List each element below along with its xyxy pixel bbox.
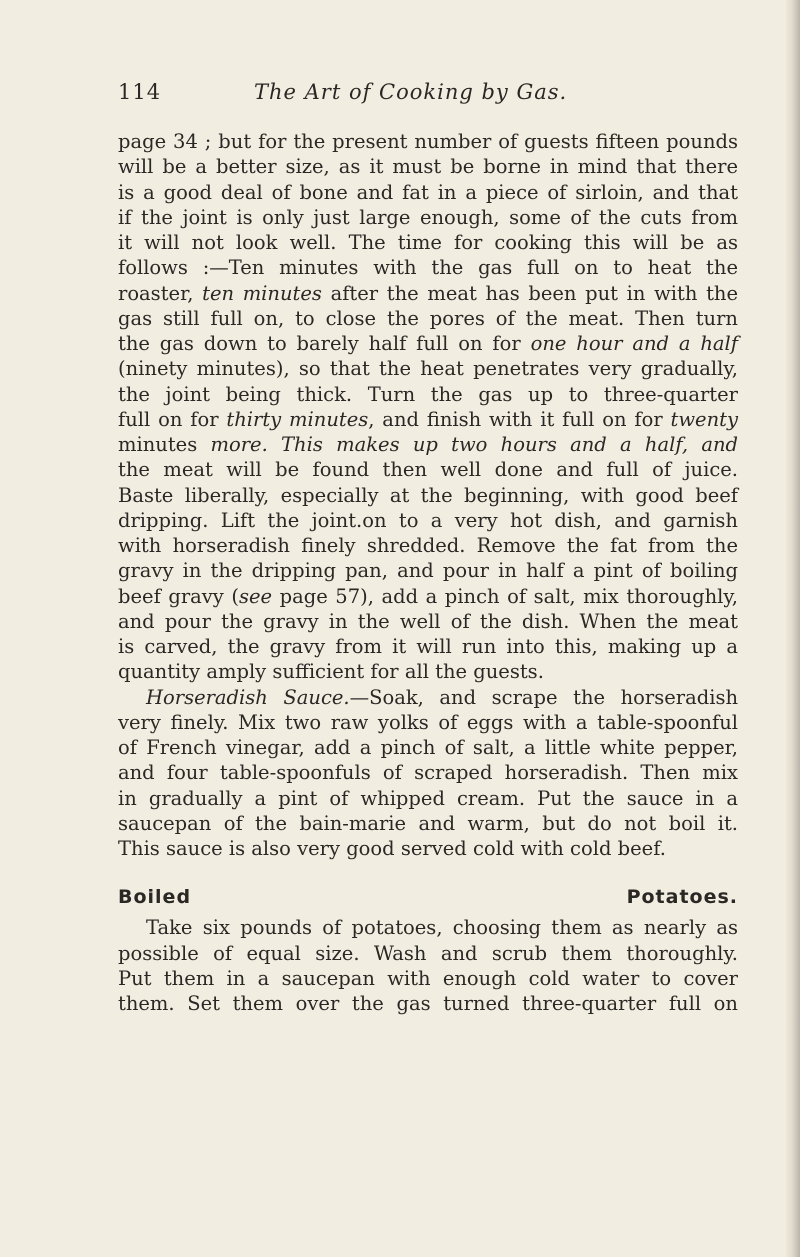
text-line: and four table-spoonfuls of scraped horseradish. Then mix [118, 761, 738, 785]
text-line [118, 584, 738, 609]
text-line: with horseradish finely shredded. Remove the fat from the [118, 534, 738, 557]
paragraph-roast-sirloin [118, 129, 738, 685]
text-line: and pour the gravy in the well of the dish. When the meat [118, 609, 738, 633]
text-line: Baste liberally, especially at the beginning, with good beef [118, 483, 738, 507]
text-line: page 34 ; but for the present number of guests fifteen pounds [118, 130, 738, 153]
italic-phrase: thirty minutes [226, 407, 369, 431]
text-line: This sauce is also very good served cold with cold beef. [118, 837, 666, 860]
page-number: 114 [118, 80, 162, 104]
text-line: is carved, the gravy from it will run into this, making up a [118, 635, 738, 658]
page-edge-shadow [786, 0, 800, 1257]
text-line: quantity amply sufficient for all the guests. [118, 660, 544, 684]
italic-phrase: one hour and a half [530, 332, 738, 355]
text-line: it will not look well. The time for cooking this will be as [118, 231, 738, 254]
text-line [118, 432, 738, 457]
text-line [118, 685, 738, 710]
italic-phrase: Horseradish Sauce. [146, 685, 350, 709]
text-line: possible of equal size. Wash and scrub them thoroughly. [118, 941, 738, 965]
text-run: , and finish with it full on for [368, 407, 671, 431]
body-text [118, 129, 738, 1016]
text-line: Put them in a saucepan with enough cold water to cover [118, 966, 738, 990]
running-head [118, 80, 738, 114]
italic-phrase: more. This makes up two hours and a half, and [197, 433, 738, 456]
text-line: is a good deal of bone and fat in a piece of sirloin, and that [118, 180, 738, 204]
text-line: (ninety minutes), so that the heat penetrates very gradually, [118, 357, 738, 381]
text-line: dripping. Lift the joint.on to a very hot dish, and garnish [118, 508, 738, 532]
text-line: gas still full on, to close the pores of the meat. Then turn [118, 306, 738, 330]
text-line [118, 331, 738, 356]
text-line: saucepan of the bain-marie and warm, but do not boil it. [118, 811, 738, 835]
text-line [118, 407, 738, 432]
text-line: will be a better size, as it must be borne in mind that there [118, 155, 738, 179]
text-line: the joint being thick. Turn the gas up to three-quarter [118, 382, 738, 406]
paragraph-horseradish-sauce [118, 685, 738, 862]
text-run: —Soak, and scrape the horseradish [349, 685, 739, 709]
italic-phrase: twenty [670, 407, 738, 431]
text-run: minutes [118, 433, 198, 456]
text-run: page 57), add a pinch of salt, mix thoroughly, [272, 584, 739, 608]
text-line: of French vinegar, add a pinch of salt, a little white pepper, [118, 736, 738, 759]
text-run: roaster, [118, 281, 203, 305]
text-line: follows :—Ten minutes with the gas full on to heat the [118, 256, 738, 280]
text-line: them. Set them over the gas turned three-quarter full on [118, 992, 738, 1015]
text-run: the gas down to barely half full on for [118, 332, 531, 355]
text-line: Take six pounds of potatoes, choosing them as nearly as [146, 916, 738, 940]
text-line: if the joint is only just large enough, some of the cuts from [118, 205, 738, 229]
running-title: The Art of Cooking by Gas. [254, 80, 568, 104]
text-line [118, 281, 738, 306]
text-line: the meat will be found then well done and full of juice. [118, 458, 738, 482]
text-run: full on for [118, 407, 227, 431]
paragraph-boiled-potatoes [118, 915, 738, 1016]
italic-phrase: ten minutes [202, 281, 322, 305]
text-line: in gradually a pint of whipped cream. Put the sauce in a [118, 786, 738, 810]
text-line: gravy in the dripping pan, and pour in half a pint of boiling [118, 559, 738, 583]
italic-phrase: see [238, 584, 273, 608]
section-heading-boiled-potatoes: Boiled Potatoes. [118, 886, 738, 909]
text-run: beef gravy ( [118, 584, 239, 608]
text-run: after the meat has been put in with the [321, 281, 739, 305]
text-line: very finely. Mix two raw yolks of eggs with a table-spoonful [118, 710, 738, 734]
